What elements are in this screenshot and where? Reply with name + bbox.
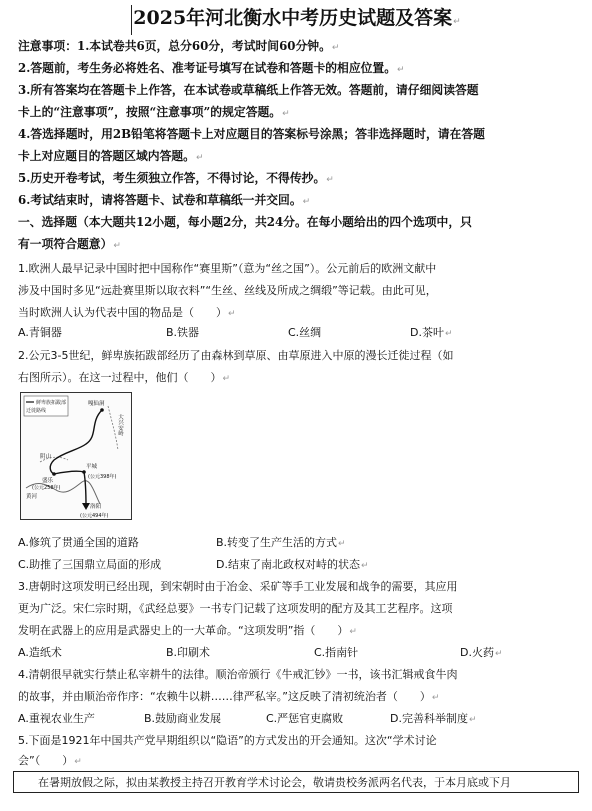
notice-line: 4.答选择题时，用2B铅笔将答题卡上对应题目的答案标号涂黑；答非选择题时，请在答题: [18, 127, 485, 141]
question-1-text: 涉及中国时多见“远赴赛里斯以取衣料”“生丝、丝线及所成之绸缎”等记载。由此可见，: [18, 284, 437, 297]
paragraph-mark-icon: ↵: [349, 627, 357, 637]
paragraph-mark-icon: ↵: [453, 17, 461, 27]
migration-map: [20, 392, 132, 520]
site-dot: [84, 504, 88, 508]
question-3-text: 更为广泛。宋仁宗时期，《武经总要》一书专门记载了这项发明的配方及其工艺程序。这项: [18, 602, 453, 615]
paragraph-mark-icon: ↵: [431, 693, 440, 703]
option-b[interactable]: B.鼓励商业发展: [144, 712, 222, 725]
question-3-text: 发明在武器上的应用是武器史上的一大革命。“这项发明”指（ ）↵: [18, 624, 357, 637]
question-2-text: 2.公元3-5世纪，鲜卑族拓跋部经历了由森林到草原、由草原进入中原的漫长迁徙过程（如: [18, 349, 454, 362]
site-dot: [52, 472, 56, 476]
notice-line: 注意事项：1.本试卷共6页，总分60分，考试时间60分钟。↵: [18, 39, 340, 53]
option-c[interactable]: C.指南针: [314, 646, 359, 659]
option-c[interactable]: C.助推了三国鼎立局面的形成: [18, 558, 162, 571]
place-label: 洛阳: [90, 504, 102, 510]
option-a[interactable]: A.重视农业生产: [18, 712, 95, 725]
meeting-notice-box: [13, 771, 579, 793]
section-heading: 有一项符合题意）↵: [18, 237, 121, 251]
question-1-text: 1.欧洲人最早记录中国时把中国称作“赛里斯”（意为“丝之国”）。公元前后的欧洲文献中: [18, 262, 437, 275]
place-label: 大兴安岭: [117, 414, 123, 436]
date-label: (公元258年): [32, 485, 61, 491]
question-5-text: 5.下面是1921年中国共产党早期组织以“隐语”的方式发出的开会通知。这次“学术讨论: [18, 734, 437, 747]
site-dot: [82, 470, 86, 474]
site-dot: [100, 408, 104, 412]
option-d[interactable]: D.茶叶↵: [410, 326, 453, 339]
paragraph-mark-icon: ↵: [228, 309, 236, 319]
option-c[interactable]: C.严惩官吏腐败: [266, 712, 344, 725]
option-b[interactable]: B.转变了生产生活的方式↵: [216, 536, 346, 549]
question-2-text: 右图所示）。在这一过程中，他们（ ）↵: [18, 371, 231, 384]
paragraph-mark-icon: ↵: [74, 757, 82, 767]
paragraph-mark-icon: ↵: [338, 539, 346, 549]
option-d[interactable]: D.火药↵: [460, 646, 503, 659]
paragraph-mark-icon: ↵: [222, 374, 231, 384]
paragraph-mark-icon: ↵: [360, 561, 369, 571]
question-4-text: 4.清朝很早就实行禁止私宰耕牛的法律。顺治帝颁行《牛戒汇钞》一书，该书汇辑戒食牛肉: [18, 668, 458, 681]
paragraph-mark-icon: ↵: [113, 241, 121, 251]
date-label: (公元398年): [88, 474, 117, 480]
option-d[interactable]: D.结束了南北政权对峙的状态↵: [216, 558, 369, 571]
option-b[interactable]: B.印刷术: [166, 646, 211, 659]
river-label: 黄河: [26, 494, 38, 500]
meeting-notice-text: 在暑期放假之际，拟由某教授主持召开教育学术讨论会，敬请贵校务派两名代表，于本月底或下月: [38, 776, 511, 789]
page-title: [131, 5, 460, 35]
paragraph-mark-icon: ↵: [326, 175, 334, 185]
paragraph-mark-icon: ↵: [444, 329, 453, 339]
paragraph-mark-icon: ↵: [397, 65, 405, 75]
title-row: [0, 5, 592, 35]
notice-line: 2.答题前，考生务必将姓名、准考证号填写在试卷和答题卡的相应位置。↵: [18, 61, 405, 75]
place-label: 盛乐: [42, 478, 54, 484]
option-b[interactable]: B.铁器: [166, 326, 200, 339]
notice-line: 6.考试结束时，请将答题卡、试卷和草稿纸一并交回。↵: [18, 193, 311, 207]
page-title-text: 2025年河北衡水中考历史试题及答案: [133, 7, 453, 29]
notice-line: 卡上对应题目的答题区域内答题。↵: [18, 149, 204, 163]
paragraph-mark-icon: ↵: [302, 197, 311, 207]
section-heading: 一、选择题（本大题共12小题，每小题2分，共24分。在每小题给出的四个选项中，只: [18, 215, 472, 229]
notice-line: 卡上的“注意事项”，按照“注意事项”的规定答题。↵: [18, 105, 290, 119]
question-4-text: 的故事，并由顺治帝作序：“农赖牛以耕……律严私宰。”这反映了清初统治者（ ）↵: [18, 690, 440, 703]
option-d[interactable]: D.完善科举制度↵: [390, 712, 477, 725]
paragraph-mark-icon: ↵: [468, 715, 477, 725]
option-a[interactable]: A.青铜器: [18, 326, 62, 339]
question-3-options: [18, 642, 580, 663]
question-5-text: 会”（ ）↵: [18, 754, 82, 767]
date-label: (公元494年): [80, 513, 109, 519]
place-label: 平城: [86, 464, 98, 470]
question-4-options: [18, 708, 580, 729]
paragraph-mark-icon: ↵: [282, 109, 290, 119]
legend-label: 迁徙路线: [26, 408, 47, 414]
question-1-options: [18, 322, 580, 343]
question-1-text: 当时欧洲人认为代表中国的物品是（ ）↵: [18, 306, 236, 319]
legend-label: 鲜卑族拓跋部: [36, 400, 67, 406]
place-label: 嘎仙洞: [88, 401, 105, 407]
option-a[interactable]: A.修筑了贯通全国的道路: [18, 536, 139, 549]
paragraph-mark-icon: ↵: [494, 649, 503, 659]
option-c[interactable]: C.丝绸: [288, 326, 322, 339]
question-2-options: [18, 554, 580, 575]
paragraph-mark-icon: ↵: [331, 43, 340, 53]
paragraph-mark-icon: ↵: [195, 153, 204, 163]
option-a[interactable]: A.造纸术: [18, 646, 62, 659]
question-3-text: 3.唐朝时这项发明已经出现，到宋朝时由于冶金、采矿等手工业发展和战争的需要，其应用: [18, 580, 458, 593]
notice-line: 3.所有答案均在答题卡上作答，在本试卷或草稿纸上作答无效。答题前，请仔细阅读答题: [18, 83, 479, 97]
notice-line: 5.历史开卷考试，考生须独立作答，不得讨论，不得传抄。↵: [18, 171, 334, 185]
question-2-options: [18, 532, 580, 553]
place-label: 阴山: [40, 454, 52, 460]
